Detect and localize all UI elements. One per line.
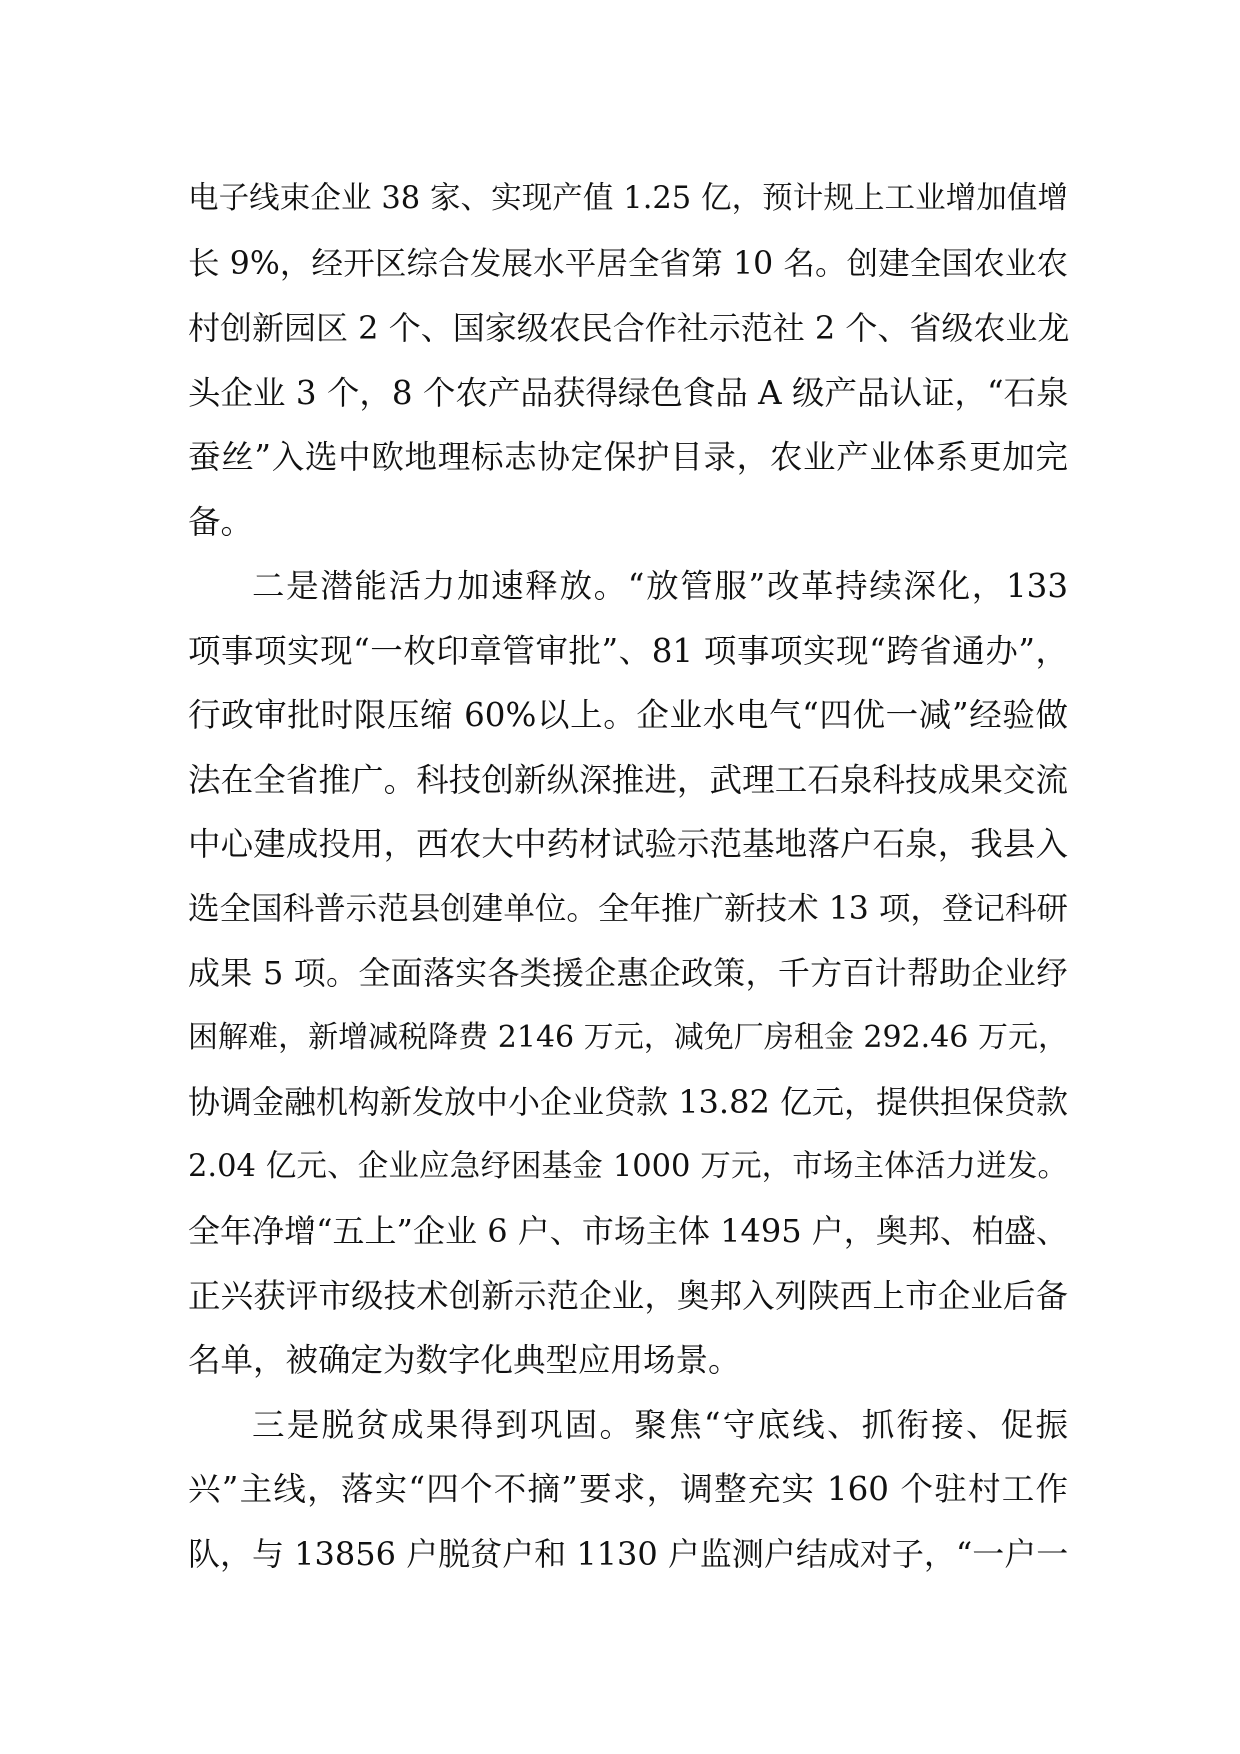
text-line: 名单，被确定为数字化典型应用场景。 <box>188 1341 741 1379</box>
text-line: 队，与 13856 户脱贫户和 1130 户监测户结成对子，“一户一 <box>188 1534 1069 1573</box>
paragraph-heading-line: 二是潜能活力加速释放。“放管服”改革持续深化，133 <box>252 567 1068 605</box>
text-line: 中心建成投用，西农大中药材试验示范基地落户石泉，我县入 <box>188 825 1068 863</box>
text-line: 项事项实现“一枚印章管审批”、81 项事项实现“跨省通办”， <box>188 631 1068 670</box>
text-line: 蚕丝”入选中欧地理标志协定保护目录，农业产业体系更加完 <box>188 438 1068 476</box>
text-line: 头企业 3 个，8 个农产品获得绿色食品 A 级产品认证，“石泉 <box>188 373 1069 412</box>
text-line: 行政审批时限压缩 60%以上。企业水电气“四优一减”经验做 <box>188 696 1068 734</box>
text-line: 选全国科普示范县创建单位。全年推广新技术 13 项，登记科研 <box>188 890 1068 927</box>
text-line: 成果 5 项。全面落实各类援企惠企政策，千方百计帮助企业纾 <box>188 954 1068 992</box>
text-line: 电子线束企业 38 家、实现产值 1.25 亿，预计规上工业增加值增 <box>188 181 1068 216</box>
text-line: 协调金融机构新发放中小企业贷款 13.82 亿元，提供担保贷款 <box>188 1083 1068 1121</box>
text-line: 兴”主线，落实“四个不摘”要求，调整充实 160 个驻村工作 <box>188 1470 1068 1508</box>
text-line: 全年净增“五上”企业 6 户、市场主体 1495 户，奥邦、柏盛、 <box>188 1212 1068 1250</box>
text-line: 备。 <box>188 502 254 541</box>
paragraph-heading-line: 三是脱贫成果得到巩固。聚焦“守底线、抓衔接、促振 <box>252 1405 1068 1444</box>
text-line: 村创新园区 2 个、国家级农民合作社示范社 2 个、省级农业龙 <box>188 309 1070 347</box>
text-line: 法在全省推广。科技创新纵深推进，武理工石泉科技成果交流 <box>188 760 1068 799</box>
text-line: 2.04 亿元、企业应急纾困基金 1000 万元，市场主体活力迸发。 <box>188 1148 1068 1184</box>
text-line: 正兴获评市级技术创新示范企业，奥邦入列陕西上市企业后备 <box>188 1276 1068 1315</box>
text-line: 困解难，新增减税降费 2146 万元，减免厂房租金 292.46 万元， <box>188 1019 1068 1055</box>
text-line: 长 9%，经开区综合发展水平居全省第 10 名。创建全国农业农 <box>188 245 1068 282</box>
document-body <box>188 167 1068 1586</box>
